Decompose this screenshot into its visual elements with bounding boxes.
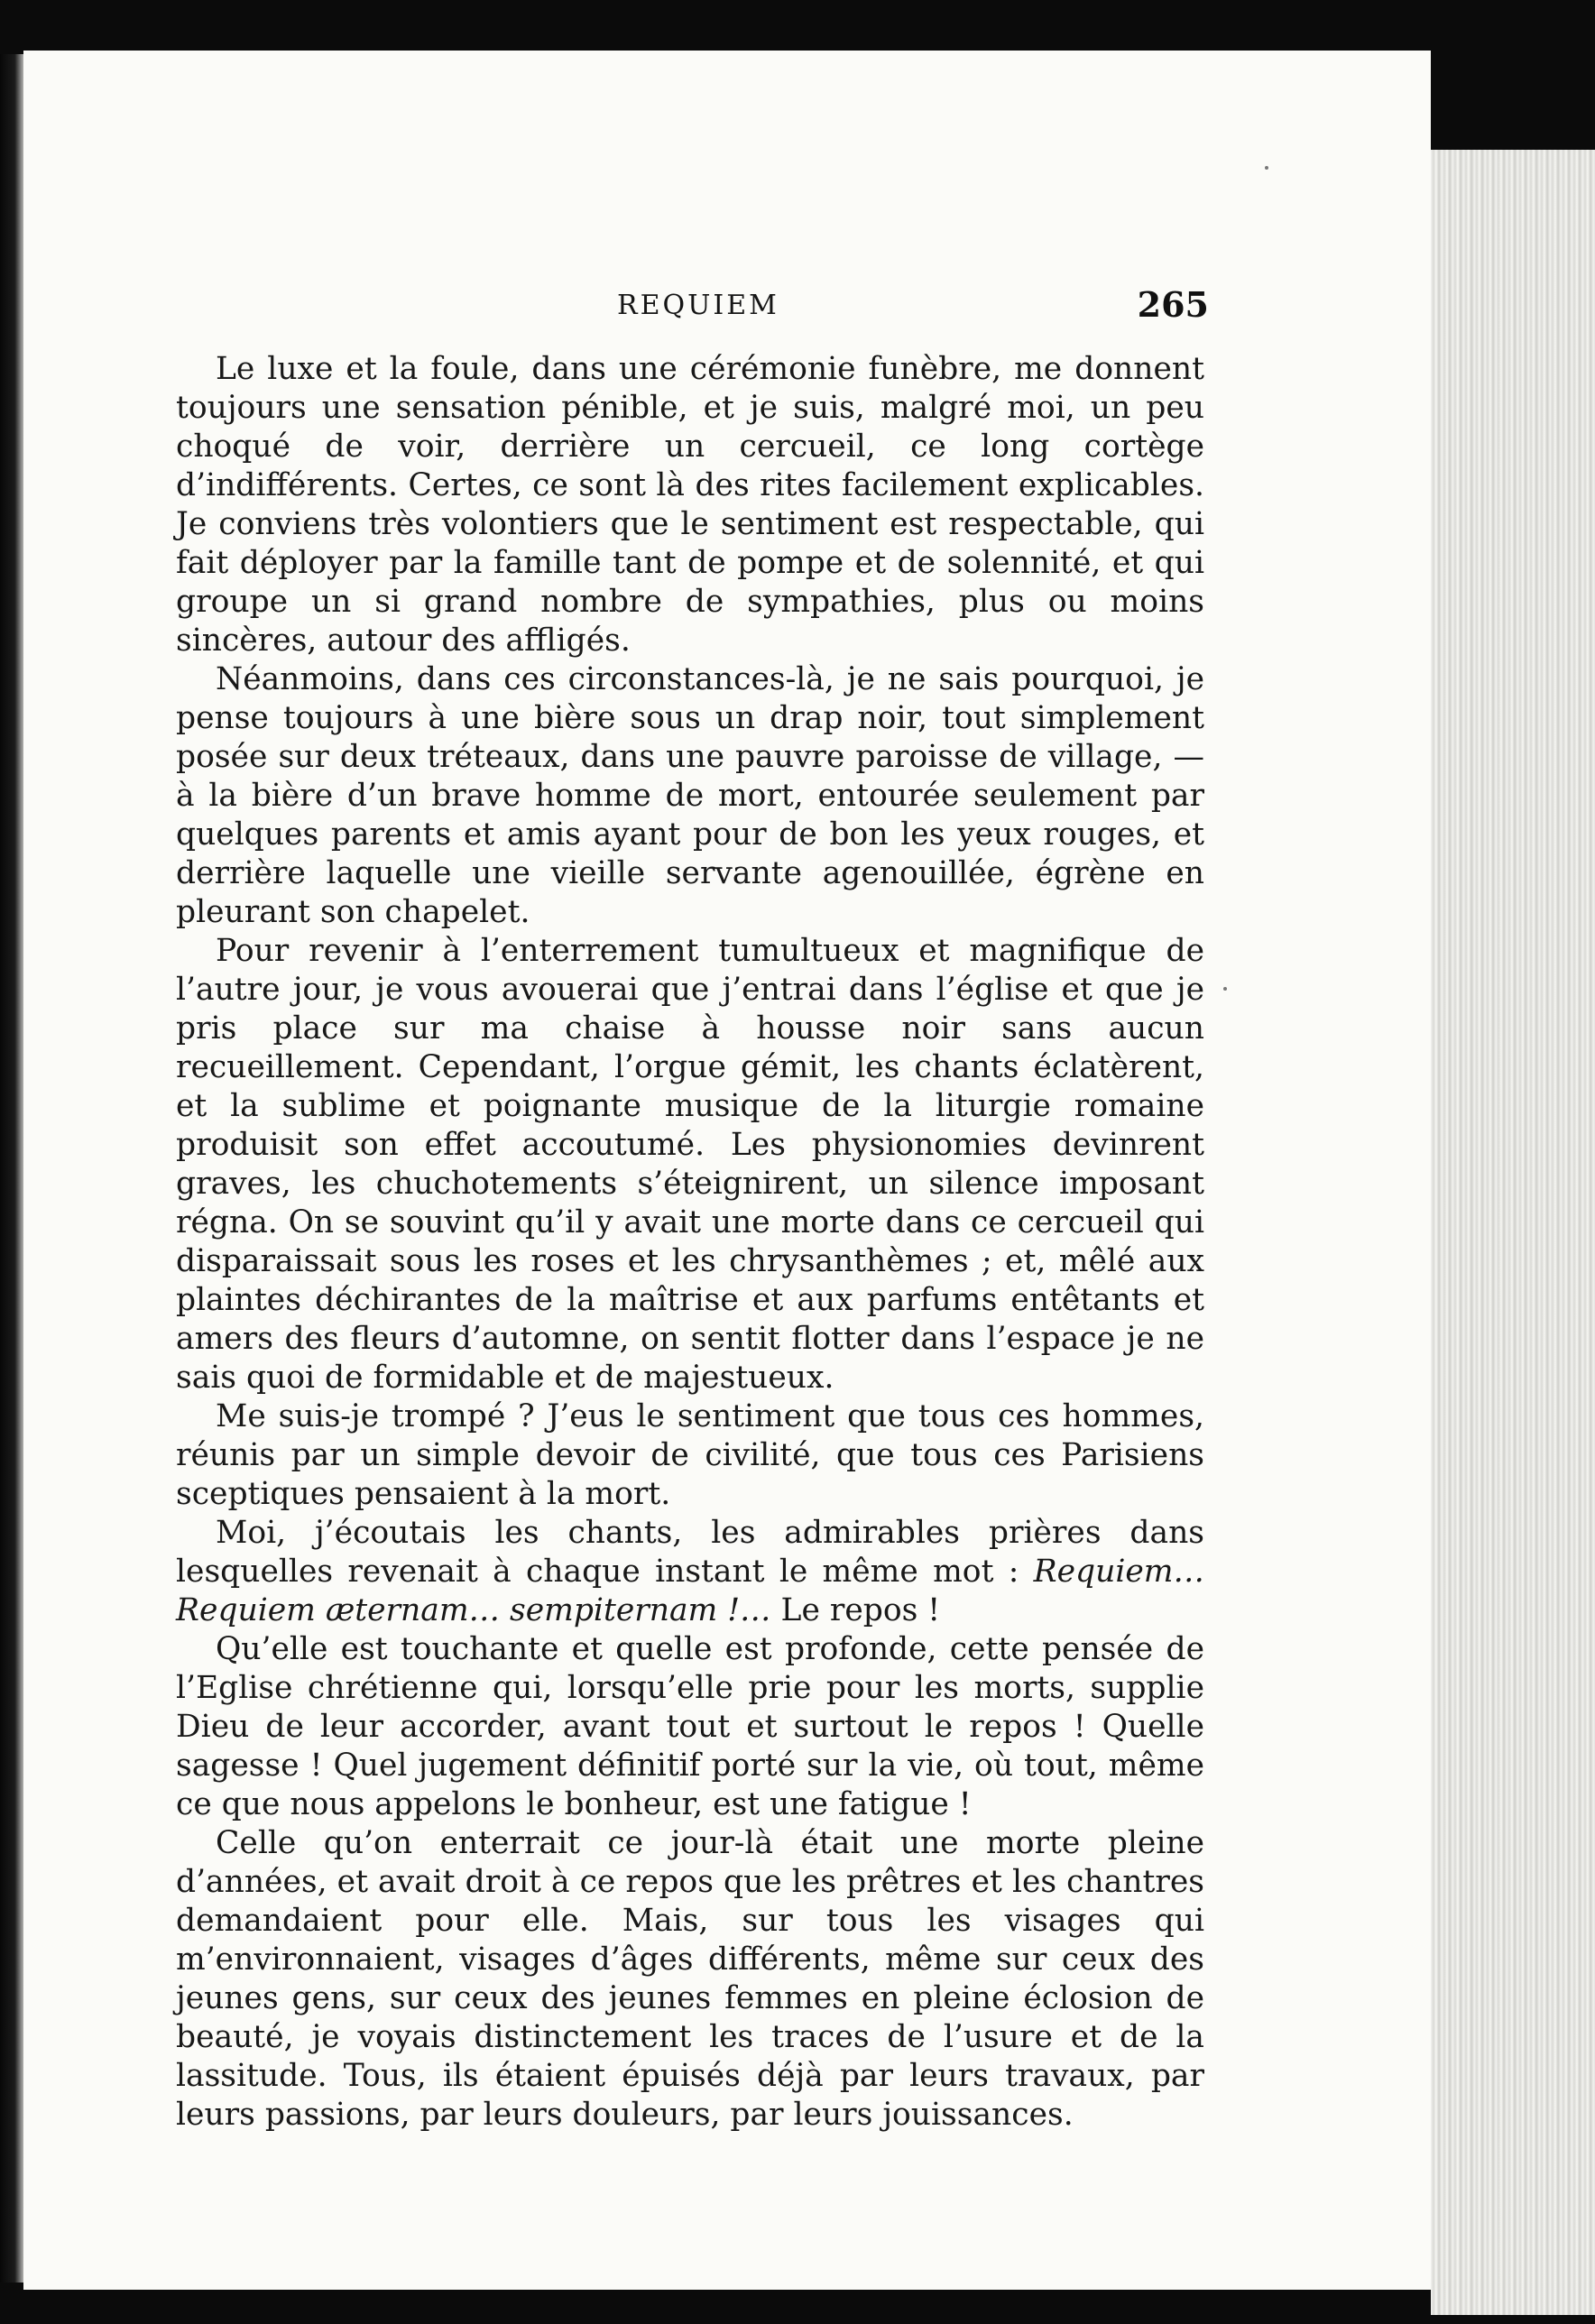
paragraph-5-lead: Moi, j’écoutais les chants, les admirables prières dans lesquelles revenait à chaque instant le même mot : [176, 1515, 1204, 1590]
latin-quotation: Requiem… Requiem æternam… sempiternam !… [176, 1554, 1204, 1628]
page-number: 265 [1137, 284, 1209, 325]
paragraph-6: Qu’elle est touchante et quelle est profonde, cette pensée de l’Eglise chrétienne qui, lorsqu’elle prie pour les morts, supplie Dieu de leur accorder, avant tout et surtout le repos ! Quelle sagesse ! Quel jugement définitif porté sur la vie, où tout, même ce que nous appelons le bonheur, est une fatigue ! [176, 1631, 1204, 1822]
page-header [189, 284, 1209, 338]
paragraph-4: Me suis-je trompé ? J’eus le sentiment que tous ces hommes, réunis par un simple devoir de civilité, que tous ces Parisiens sceptiques pensaient à la mort. [176, 1398, 1204, 1512]
paragraph-1: Le luxe et la foule, dans une cérémonie funèbre, me donnent toujours une sensation pénible, et je suis, malgré moi, un peu choqué de voir, derrière un cercueil, ce long cortège d’indifférents. Certes, ce sont là des rites facilement explicables. Je conviens très volontiers que le sentiment est respectable, qui fait déployer par la famille tant de pompe et de solennité, et qui groupe un si grand nombre de sympathies, plus ou moins sincères, autour des affligés. [176, 351, 1204, 659]
book-page-edges [1431, 150, 1595, 2315]
paragraph-2: Néanmoins, dans ces circonstances-là, je ne sais pourquoi, je pense toujours à une bière sous un drap noir, tout simplement posée sur deux tréteaux, dans une pauvre paroisse de village, — à la bière d’un brave homme de mort, entourée seulement par quelques parents et amis ayant pour de bon les yeux rouges, et derrière laquelle une vieille servante agenouillée, égrène en pleurant son chapelet. [176, 661, 1204, 930]
paragraph-7: Celle qu’on enterrait ce jour-là était une morte pleine d’années, et avait droit à ce repos que les prêtres et les chantres demandaient pour elle. Mais, sur tous les visages qui m’environnaient, visages d’âges différents, même sur ceux des jeunes gens, sur ceux des jeunes femmes en pleine éclosion de beauté, je voyais distinctement les traces de l’usure et de la lassitude. Tous, ils étaient épuisés déjà par leurs travaux, par leurs passions, par leurs douleurs, par leurs jouissances. [176, 1825, 1204, 2133]
paragraph-5-tail: Le repos ! [770, 1592, 941, 1628]
paragraph-5 [176, 1514, 1204, 1630]
paper-speck [1223, 987, 1227, 991]
paragraph-3: Pour revenir à l’enterrement tumultueux et magnifique de l’autre jour, je vous avouerai que j’entrai dans l’église et que je pris place sur ma chaise à housse noir sans aucun recueillement. Cependant, l’orgue gémit, les chants éclatèrent, et la sublime et poignante musique de la liturgie romaine produisit son effet accoutumé. Les physionomies devinrent graves, les chuchotements s’éteignirent, un silence imposant régna. On se souvint qu’il y avait une morte dans ce cercueil qui disparaissait sous les roses et les chrysanthèmes ; et, mêlé aux plaintes déchirantes de la maîtrise et aux parfums entêtants et amers des fleurs d’automne, on sentit flotter dans l’espace je ne sais quoi de formidable et de majestueux. [176, 933, 1204, 1396]
body-text [176, 350, 1204, 2135]
paper-speck [1265, 166, 1268, 170]
running-head: REQUIEM [617, 290, 779, 321]
